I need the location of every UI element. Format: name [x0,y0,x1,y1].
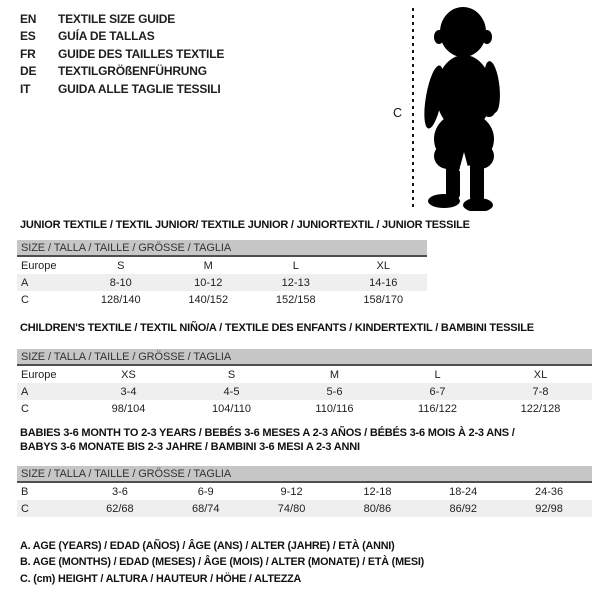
table-row [17,256,427,274]
language-code: ES [20,29,36,44]
language-code: FR [20,46,36,61]
row-label: B [21,485,29,498]
size-cell: 3-6 [111,485,128,498]
language-title: GUIDE DES TAILLES TEXTILE [58,46,225,61]
row-label: C [17,500,77,517]
size-cell: S [227,368,236,381]
table-row [17,500,592,517]
language-row [20,81,224,98]
language-row [20,46,224,63]
row-label: Europe [21,259,57,272]
size-cell: XL [376,259,390,272]
size-cell: 110/116 [315,402,354,415]
note-height-cm: C. (cm) HEIGHT / ALTURA / HAUTEUR / HÖHE / ALTEZZA [20,572,302,585]
size-cell: 10-12 [165,274,253,291]
size-cell: 24-36 [535,485,564,498]
table-row [17,365,592,383]
size-cell: 4-5 [180,383,283,400]
size-cell: 80/86 [334,500,420,517]
size-cell: 116/122 [418,402,457,415]
size-header-bar: SIZE / TALLA / TAILLE / GRÖSSE / TAGLIA [17,240,427,256]
size-cell: 7-8 [489,383,592,400]
size-cell: 92/98 [506,500,592,517]
size-cell: 140/152 [188,293,229,306]
language-code: EN [20,12,37,26]
size-cell: 5-6 [283,383,386,400]
size-header-bar: SIZE / TALLA / TAILLE / GRÖSSE / TAGLIA [17,466,592,482]
section-title-children: CHILDREN'S TEXTILE / TEXTIL NIÑO/A / TEXTILE DES ENFANTS / KINDERTEXTIL / BAMBINI TESSILE [20,322,534,334]
language-row [20,11,224,28]
size-cell: 98/104 [111,402,146,415]
size-cell: XL [533,368,548,381]
row-label: C [21,293,29,306]
size-cell: M [203,259,213,272]
note-age-years: A. AGE (YEARS) / EDAD (AÑOS) / ÂGE (ANS) / ALTER (JAHRE) / ETÀ (ANNI) [20,540,395,552]
table-row [17,482,592,500]
language-title: TEXTILGRÖßENFÜHRUNG [58,64,207,79]
size-cell: 3-4 [77,383,180,400]
size-cell: 18-24 [449,485,478,498]
size-cell: M [329,368,340,381]
section-title-babies-line2: BABYS 3-6 MONATE BIS 2-3 JAHRE / BAMBINI 3-6 MESI A 2-3 ANNI [20,440,360,453]
section-title-junior: JUNIOR TEXTILE / TEXTIL JUNIOR/ TEXTILE JUNIOR / JUNIORTEXTIL / JUNIOR TESSILE [20,219,470,231]
section-title-babies [20,427,592,454]
language-code: IT [20,81,31,96]
baby-silhouette-icon [420,5,508,211]
row-label: C [21,402,29,415]
language-title: TEXTILE SIZE GUIDE [58,12,176,26]
size-cell: 12-13 [252,274,340,291]
language-row [20,28,224,45]
size-header-bar: SIZE / TALLA / TAILLE / GRÖSSE / TAGLIA [17,349,592,365]
table-row [17,383,592,400]
size-cell: L [434,368,441,381]
size-cell: 74/80 [249,500,335,517]
language-code: DE [20,64,37,79]
height-label: C [393,106,403,120]
size-cell: S [117,259,125,272]
babies-size-table [17,466,592,517]
size-cell: 6-9 [197,485,214,498]
size-cell: 128/140 [100,293,141,306]
row-label: Europe [21,368,57,381]
language-title: GUÍA DE TALLAS [58,29,155,44]
row-label: A [17,274,77,291]
size-cell: XS [121,368,136,381]
size-cell: 9-12 [280,485,303,498]
size-cell: 12-18 [363,485,392,498]
size-cell: 6-7 [386,383,489,400]
size-cell: 152/158 [275,293,316,306]
size-cell: 8-10 [77,274,165,291]
size-cell: L [292,259,299,272]
row-label: A [17,383,77,400]
size-cell: 122/128 [520,402,561,415]
size-cell: 104/110 [212,402,251,415]
language-row [20,63,224,80]
table-row [17,274,427,291]
language-title-list [20,11,224,98]
size-cell: 86/92 [420,500,506,517]
junior-size-table [17,240,427,308]
size-cell: 14-16 [340,274,428,291]
language-title: GUIDA ALLE TAGLIE TESSILI [58,81,221,96]
height-dotted-line [412,8,414,207]
section-title-babies-line1: BABIES 3-6 MONTH TO 2-3 YEARS / BEBÉS 3-6 MESES A 2-3 AÑOS / BÉBÉS 3-6 MOIS À 2-3 ANS / [20,427,515,439]
children-size-table [17,349,592,417]
size-cell: 158/170 [363,293,404,306]
note-age-months: B. AGE (MONTHS) / EDAD (MESES) / ÂGE (MOIS) / ALTER (MONATE) / ETÀ (MESI) [20,556,425,569]
size-cell: 68/74 [163,500,249,517]
table-row [17,400,592,417]
table-row [17,291,427,308]
legend-notes [20,538,424,587]
size-cell: 62/68 [77,500,163,517]
